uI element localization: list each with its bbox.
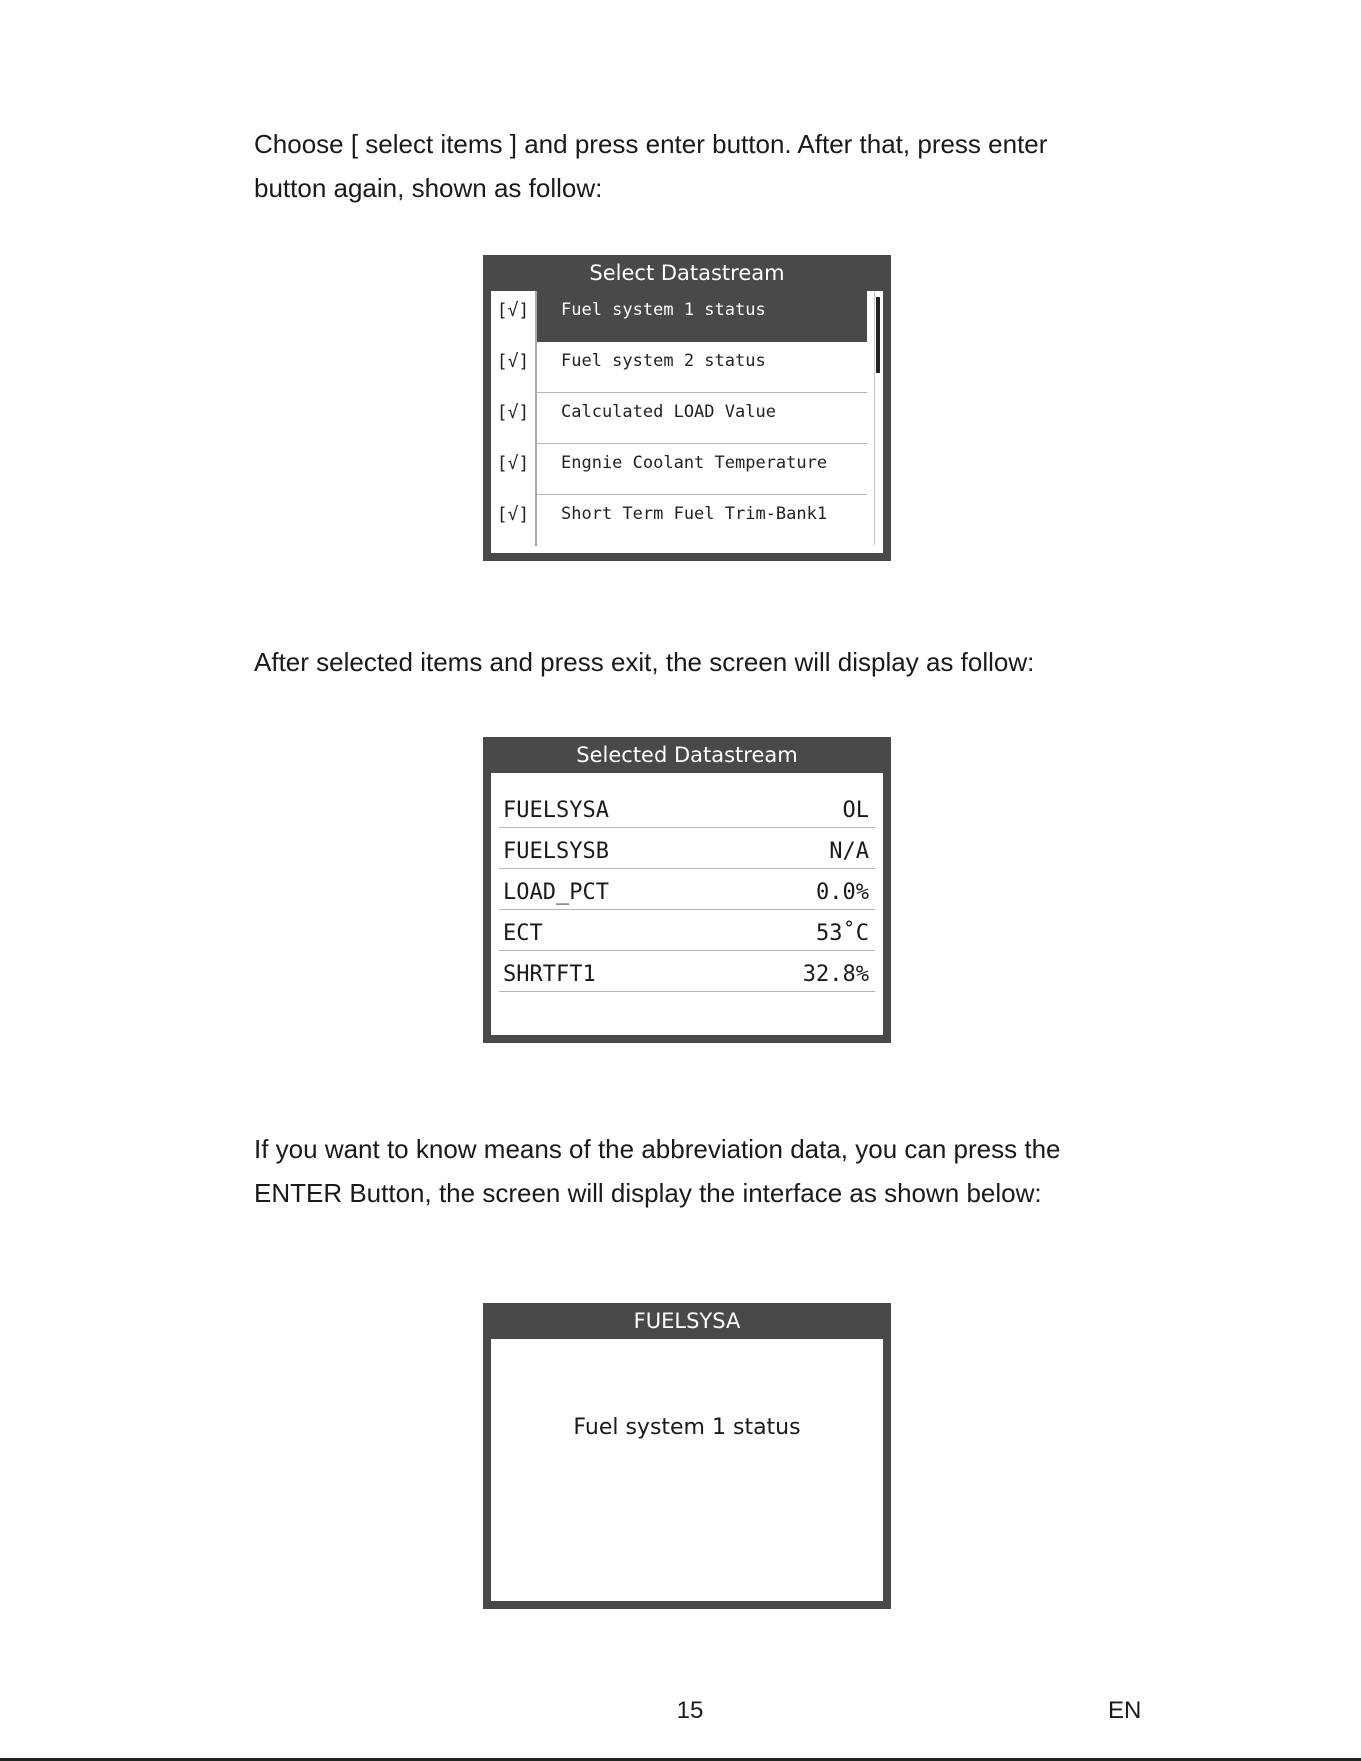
list-item-label: Short Term Fuel Trim-Bank1 [561, 504, 828, 524]
table-row [499, 951, 875, 992]
list-item[interactable] [491, 342, 867, 393]
pid-value: N/A [829, 839, 869, 864]
table-row [499, 828, 875, 869]
scrollbar[interactable] [874, 291, 883, 545]
instruction-line: button again, shown as follow: [254, 173, 603, 203]
checkbox-checked[interactable]: [√] [491, 444, 537, 495]
pid-name: SHRTFT1 [503, 962, 596, 987]
abbreviation-description: Fuel system 1 status [573, 1415, 801, 1440]
checkbox-checked[interactable]: [√] [491, 393, 537, 444]
checkbox-checked[interactable]: [√] [491, 342, 537, 393]
select-datastream-screen [483, 255, 891, 561]
list-item[interactable] [491, 393, 867, 444]
screen-title: Select Datastream [589, 261, 785, 285]
scroll-thumb[interactable] [876, 297, 880, 373]
datastream-list [491, 773, 883, 1035]
instruction-line: If you want to know means of the abbreviation data, you can press the [254, 1134, 1061, 1164]
table-row [499, 869, 875, 910]
checkbox-checked[interactable]: [√] [491, 495, 537, 546]
select-list [491, 291, 883, 553]
abbreviation-detail-screen [483, 1303, 891, 1609]
page-number: 15 [676, 1697, 704, 1724]
instruction-line: ENTER Button, the screen will display the interface as shown below: [254, 1178, 1042, 1208]
list-item-label: Fuel system 2 status [537, 342, 867, 393]
instruction-paragraph-2 [254, 640, 1134, 684]
pid-value: 0.0% [816, 880, 869, 905]
table-row [499, 910, 875, 951]
pid-value: 32.8% [802, 962, 869, 987]
language-code: EN [1108, 1697, 1142, 1724]
pid-name: FUELSYSB [503, 839, 609, 864]
screen-title: Selected Datastream [576, 743, 798, 767]
list-item-label: Engnie Coolant Temperature [537, 444, 867, 495]
list-item[interactable] [491, 444, 867, 495]
instruction-line: After selected items and press exit, the screen will display as follow: [254, 647, 1035, 677]
list-item[interactable] [491, 495, 867, 546]
screen-title: FUELSYSA [633, 1309, 741, 1333]
pid-name: FUELSYSA [503, 798, 609, 823]
pid-name: LOAD_PCT [503, 880, 609, 905]
pid-value: 53˚C [816, 921, 869, 946]
list-item-label: Fuel system 1 status [537, 291, 867, 342]
pid-name: ECT [503, 921, 543, 946]
selected-datastream-screen [483, 737, 891, 1043]
checkbox-checked[interactable]: [√] [491, 291, 537, 342]
list-item[interactable] [491, 291, 867, 342]
table-row [499, 787, 875, 828]
list-item-label: Calculated LOAD Value [537, 393, 867, 444]
detail-body [491, 1339, 883, 1601]
pid-value: OL [842, 798, 869, 823]
instruction-paragraph-1 [254, 122, 1134, 210]
instruction-paragraph-3 [254, 1127, 1134, 1215]
instruction-line: Choose [ select items ] and press enter button. After that, press enter [254, 129, 1048, 159]
